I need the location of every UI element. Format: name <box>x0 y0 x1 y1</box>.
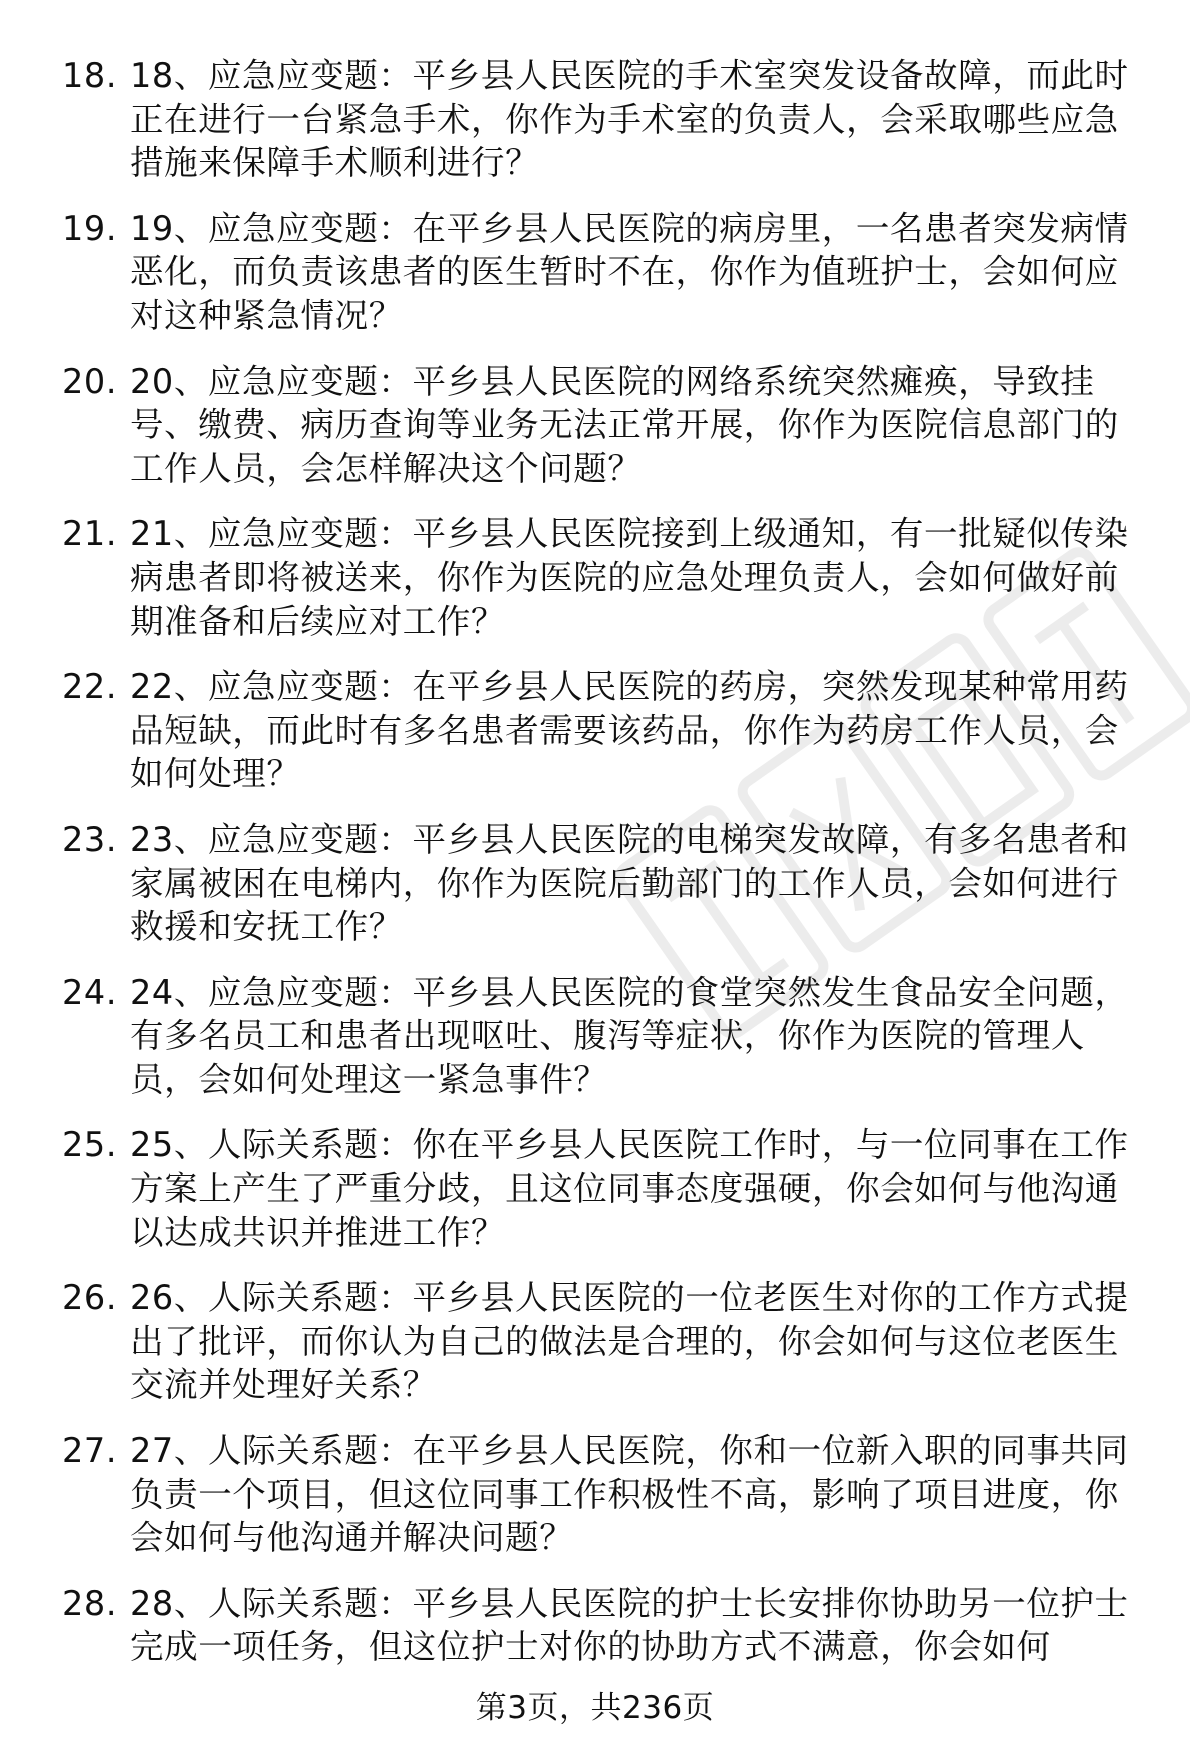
item-number: 19. <box>62 208 118 248</box>
item-number: 20. <box>62 361 118 401</box>
list-item <box>62 207 1152 338</box>
item-number: 26. <box>62 1278 118 1318</box>
item-text: 21、应急应变题：平乡县人民医院接到上级通知，有一批疑似传染病患者即将被送来，你作为医院的应急处理负责人，会如何做好前期准备和后续应对工作？ <box>130 514 1129 641</box>
list-item <box>62 971 1152 1102</box>
item-text: 25、人际关系题：你在平乡县人民医院工作时，与一位同事在工作方案上产生了严重分歧，且这位同事态度强硬，你会如何与他沟通以达成共识并推进工作？ <box>130 1125 1129 1252</box>
list-item <box>62 1276 1152 1407</box>
list-item <box>62 54 1152 185</box>
item-text: 28、人际关系题：平乡县人民医院的护士长安排你协助另一位护士完成一项任务，但这位护士对你的协助方式不满意，你会如何 <box>130 1583 1129 1667</box>
list-item <box>62 1582 1152 1669</box>
item-number: 24. <box>62 972 118 1012</box>
list-item <box>62 512 1152 643</box>
list-item <box>62 1429 1152 1560</box>
item-text: 23、应急应变题：平乡县人民医院的电梯突发故障，有多名患者和家属被困在电梯内，你作为医院后勤部门的工作人员，会如何进行救援和安抚工作？ <box>130 819 1129 947</box>
item-text: 20、应急应变题：平乡县人民医院的网络系统突然瘫痪，导致挂号、缴费、病历查询等业务无法正常开展，你作为医院信息部门的工作人员，会怎样解决这个问题？ <box>130 361 1119 488</box>
item-number: 18. <box>62 56 118 95</box>
list-item <box>62 360 1152 491</box>
item-number: 23. <box>62 819 118 859</box>
item-number: 28. <box>62 1583 118 1623</box>
item-text: 22、应急应变题：在平乡县人民医院的药房，突然发现某种常用药品短缺，而此时有多名患者需要该药品，你作为药房工作人员，会如何处理？ <box>130 667 1129 794</box>
item-number: 27. <box>62 1431 118 1471</box>
page-number: 第3页，共236页 <box>475 1690 715 1726</box>
item-text: 18、应急应变题：平乡县人民医院的手术室突发设备故障，而此时正在进行一台紧急手术，你作为手术室的负责人，会采取哪些应急措施来保障手术顺利进行？ <box>130 56 1129 183</box>
question-list <box>62 54 1152 1691</box>
item-text: 24、应急应变题：平乡县人民医院的食堂突然发生食品安全问题，有多名员工和患者出现呕吐、腹泻等症状，你作为医院的管理人员，会如何处理这一紧急事件？ <box>130 972 1129 1099</box>
item-text: 26、人际关系题：平乡县人民医院的一位老医生对你的工作方式提出了批评，而你认为自己的做法是合理的，你会如何与这位老医生交流并处理好关系？ <box>130 1278 1129 1405</box>
item-text: 27、人际关系题：在平乡县人民医院，你和一位新入职的同事共同负责一个项目，但这位同事工作积极性不高，影响了项目进度，你会如何与他沟通并解决问题？ <box>130 1431 1129 1558</box>
item-number: 21. <box>62 514 118 554</box>
item-number: 22. <box>62 667 118 707</box>
list-item <box>62 665 1152 796</box>
list-item <box>62 1123 1152 1254</box>
list-item <box>62 818 1152 949</box>
item-number: 25. <box>62 1125 118 1165</box>
item-text: 19、应急应变题：在平乡县人民医院的病房里，一名患者突发病情恶化，而负责该患者的医生暂时不在，你作为值班护士，会如何应对这种紧急情况？ <box>130 208 1129 335</box>
